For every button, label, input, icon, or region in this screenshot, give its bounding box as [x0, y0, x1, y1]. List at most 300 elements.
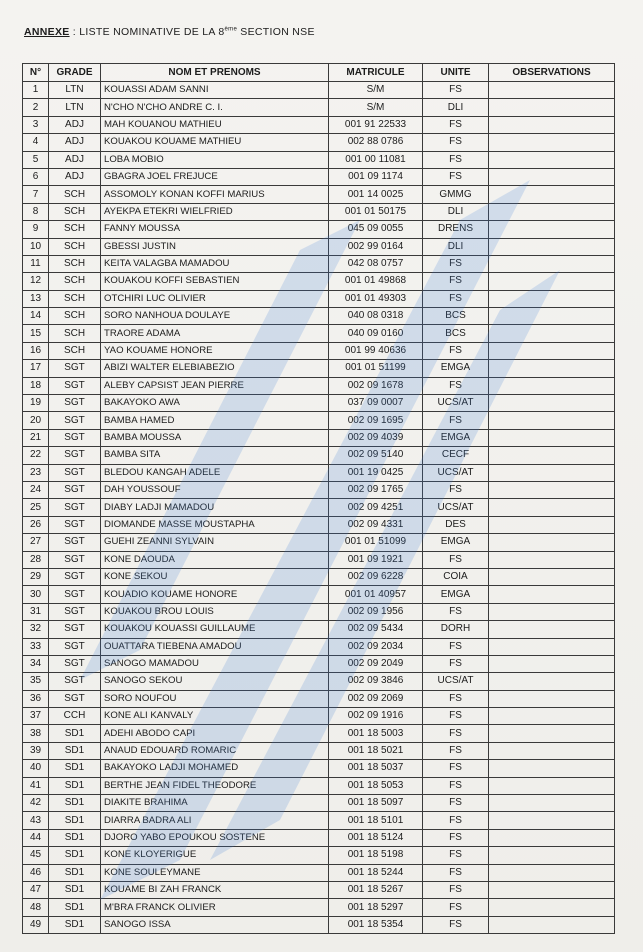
row-grade: ADJ [49, 151, 101, 168]
row-unite: FS [423, 481, 489, 498]
row-unite: DRENS [423, 221, 489, 238]
row-name: DAH YOUSSOUF [101, 481, 329, 498]
row-name: GBAGRA JOEL FREJUCE [101, 168, 329, 185]
row-matricule: 001 01 51199 [329, 360, 423, 377]
row-unite: FS [423, 342, 489, 359]
table-row [23, 621, 615, 638]
row-unite: FS [423, 82, 489, 99]
row-number: 43 [23, 812, 49, 829]
row-grade: SD1 [49, 795, 101, 812]
row-observations [489, 499, 615, 516]
row-number: 42 [23, 795, 49, 812]
row-grade: SGT [49, 516, 101, 533]
row-number: 30 [23, 586, 49, 603]
row-grade: SCH [49, 308, 101, 325]
row-observations [489, 812, 615, 829]
row-unite: FS [423, 168, 489, 185]
row-number: 38 [23, 725, 49, 742]
row-observations [489, 481, 615, 498]
table-row [23, 881, 615, 898]
row-unite: UCS/AT [423, 673, 489, 690]
row-number: 23 [23, 464, 49, 481]
row-unite: FS [423, 255, 489, 272]
table-row [23, 395, 615, 412]
row-observations [489, 273, 615, 290]
table-row [23, 221, 615, 238]
row-name: ANAUD EDOUARD ROMARIC [101, 742, 329, 759]
row-number: 32 [23, 621, 49, 638]
table-row [23, 116, 615, 133]
row-grade: SGT [49, 481, 101, 498]
header-name: NOM ET PRENOMS [101, 64, 329, 82]
row-unite: EMGA [423, 534, 489, 551]
row-observations [489, 116, 615, 133]
row-unite: DES [423, 516, 489, 533]
table-row [23, 708, 615, 725]
row-matricule: S/M [329, 82, 423, 99]
table-row [23, 725, 615, 742]
table-row [23, 151, 615, 168]
row-name: BAKAYOKO AWA [101, 395, 329, 412]
row-observations [489, 82, 615, 99]
table-row [23, 82, 615, 99]
row-name: N'CHO N'CHO ANDRE C. I. [101, 99, 329, 116]
row-number: 35 [23, 673, 49, 690]
row-grade: SGT [49, 655, 101, 672]
row-grade: LTN [49, 99, 101, 116]
table-row [23, 186, 615, 203]
row-matricule: 002 09 6228 [329, 568, 423, 585]
row-unite: DLI [423, 99, 489, 116]
row-grade: SGT [49, 568, 101, 585]
row-matricule: 001 18 5037 [329, 760, 423, 777]
row-grade: SGT [49, 690, 101, 707]
row-number: 6 [23, 168, 49, 185]
table-body [23, 82, 615, 934]
table-row [23, 916, 615, 933]
row-number: 41 [23, 777, 49, 794]
row-unite: EMGA [423, 586, 489, 603]
row-grade: SCH [49, 238, 101, 255]
row-number: 19 [23, 395, 49, 412]
row-unite: FS [423, 847, 489, 864]
table-row [23, 586, 615, 603]
personnel-table [22, 63, 615, 934]
row-matricule: 001 18 5198 [329, 847, 423, 864]
table-row [23, 134, 615, 151]
title-suffix: SECTION NSE [237, 26, 315, 38]
table-row [23, 812, 615, 829]
row-matricule: 002 09 4039 [329, 429, 423, 446]
row-grade: SCH [49, 273, 101, 290]
table-row [23, 429, 615, 446]
row-unite: FS [423, 795, 489, 812]
row-grade: SCH [49, 186, 101, 203]
row-name: BAMBA MOUSSA [101, 429, 329, 446]
row-matricule: 002 09 1678 [329, 377, 423, 394]
row-number: 16 [23, 342, 49, 359]
row-number: 20 [23, 412, 49, 429]
row-name: SANOGO ISSA [101, 916, 329, 933]
row-name: KONE SEKOU [101, 568, 329, 585]
row-matricule: 002 09 3846 [329, 673, 423, 690]
row-number: 5 [23, 151, 49, 168]
table-row [23, 795, 615, 812]
table-row [23, 690, 615, 707]
row-unite: FS [423, 708, 489, 725]
row-grade: SGT [49, 586, 101, 603]
row-unite: FS [423, 725, 489, 742]
row-observations [489, 168, 615, 185]
row-number: 18 [23, 377, 49, 394]
row-matricule: 001 18 5053 [329, 777, 423, 794]
row-name: DIABY LADJI MAMADOU [101, 499, 329, 516]
row-name: GUEHI ZEANNI SYLVAIN [101, 534, 329, 551]
table-row [23, 864, 615, 881]
row-grade: SGT [49, 603, 101, 620]
row-observations [489, 360, 615, 377]
row-matricule: 040 08 0318 [329, 308, 423, 325]
row-observations [489, 255, 615, 272]
row-matricule: 040 09 0160 [329, 325, 423, 342]
row-unite: FS [423, 116, 489, 133]
row-matricule: 001 01 40957 [329, 586, 423, 603]
row-name: KOUAKOU KOUASSI GUILLAUME [101, 621, 329, 638]
row-matricule: 001 00 11081 [329, 151, 423, 168]
row-matricule: 001 19 0425 [329, 464, 423, 481]
row-unite: FS [423, 881, 489, 898]
table-row [23, 534, 615, 551]
row-number: 37 [23, 708, 49, 725]
row-matricule: 001 18 5297 [329, 899, 423, 916]
row-matricule: 002 09 1916 [329, 708, 423, 725]
row-observations [489, 395, 615, 412]
row-grade: SCH [49, 290, 101, 307]
row-name: ADEHI ABODO CAPI [101, 725, 329, 742]
row-observations [489, 638, 615, 655]
row-name: YAO KOUAME HONORE [101, 342, 329, 359]
row-name: ASSOMOLY KONAN KOFFI MARIUS [101, 186, 329, 203]
row-unite: FS [423, 151, 489, 168]
row-unite: FS [423, 551, 489, 568]
row-unite: FS [423, 655, 489, 672]
header-observations: OBSERVATIONS [489, 64, 615, 82]
row-matricule: 042 08 0757 [329, 255, 423, 272]
row-unite: FS [423, 864, 489, 881]
row-grade: SGT [49, 638, 101, 655]
row-matricule: 002 09 4251 [329, 499, 423, 516]
row-name: KOUAKOU BROU LOUIS [101, 603, 329, 620]
row-number: 13 [23, 290, 49, 307]
row-name: DIARRA BADRA ALI [101, 812, 329, 829]
row-unite: FS [423, 899, 489, 916]
row-unite: EMGA [423, 360, 489, 377]
row-observations [489, 777, 615, 794]
row-name: BAMBA SITA [101, 447, 329, 464]
row-observations [489, 621, 615, 638]
row-observations [489, 760, 615, 777]
row-observations [489, 429, 615, 446]
row-observations [489, 99, 615, 116]
row-grade: SCH [49, 325, 101, 342]
table-row [23, 412, 615, 429]
row-observations [489, 464, 615, 481]
row-unite: UCS/AT [423, 395, 489, 412]
row-number: 28 [23, 551, 49, 568]
row-unite: FS [423, 742, 489, 759]
row-observations [489, 342, 615, 359]
row-unite: UCS/AT [423, 499, 489, 516]
row-grade: SD1 [49, 812, 101, 829]
row-number: 25 [23, 499, 49, 516]
row-number: 26 [23, 516, 49, 533]
row-number: 11 [23, 255, 49, 272]
row-number: 33 [23, 638, 49, 655]
row-grade: SGT [49, 429, 101, 446]
row-observations [489, 551, 615, 568]
row-observations [489, 308, 615, 325]
row-number: 31 [23, 603, 49, 620]
row-matricule: 045 09 0055 [329, 221, 423, 238]
row-number: 21 [23, 429, 49, 446]
table-row [23, 342, 615, 359]
row-matricule: 001 18 5101 [329, 812, 423, 829]
row-number: 40 [23, 760, 49, 777]
row-number: 12 [23, 273, 49, 290]
row-matricule: 001 01 49868 [329, 273, 423, 290]
row-name: BAKAYOKO LADJI MOHAMED [101, 760, 329, 777]
table-row [23, 638, 615, 655]
row-unite: FS [423, 777, 489, 794]
row-grade: SGT [49, 464, 101, 481]
row-grade: SGT [49, 673, 101, 690]
row-unite: DLI [423, 203, 489, 220]
row-name: KONE DAOUDA [101, 551, 329, 568]
row-observations [489, 221, 615, 238]
row-unite: FS [423, 829, 489, 846]
row-matricule: 001 18 5021 [329, 742, 423, 759]
row-grade: SD1 [49, 899, 101, 916]
row-grade: SCH [49, 342, 101, 359]
table-row [23, 325, 615, 342]
row-grade: SD1 [49, 829, 101, 846]
row-unite: DORH [423, 621, 489, 638]
row-unite: FS [423, 412, 489, 429]
row-unite: FS [423, 134, 489, 151]
row-observations [489, 377, 615, 394]
header-unite: UNITE [423, 64, 489, 82]
row-name: DJORO YABO EPOUKOU SOSTENE [101, 829, 329, 846]
row-number: 46 [23, 864, 49, 881]
row-observations [489, 447, 615, 464]
table-row [23, 847, 615, 864]
row-grade: SGT [49, 551, 101, 568]
row-matricule: 001 09 1921 [329, 551, 423, 568]
row-name: DIAKITE BRAHIMA [101, 795, 329, 812]
header-matricule: MATRICULE [329, 64, 423, 82]
row-observations [489, 725, 615, 742]
row-unite: FS [423, 638, 489, 655]
row-grade: SGT [49, 534, 101, 551]
row-grade: SCH [49, 221, 101, 238]
row-number: 36 [23, 690, 49, 707]
row-name: GBESSI JUSTIN [101, 238, 329, 255]
table-row [23, 499, 615, 516]
row-name: BLEDOU KANGAH ADELE [101, 464, 329, 481]
table-row [23, 360, 615, 377]
table-row [23, 603, 615, 620]
row-unite: EMGA [423, 429, 489, 446]
row-matricule: 002 88 0786 [329, 134, 423, 151]
row-matricule: 002 09 2049 [329, 655, 423, 672]
row-grade: ADJ [49, 168, 101, 185]
table-row [23, 308, 615, 325]
row-number: 47 [23, 881, 49, 898]
row-matricule: 001 18 5124 [329, 829, 423, 846]
row-name: KOUAKOU KOFFI SEBASTIEN [101, 273, 329, 290]
row-name: LOBA MOBIO [101, 151, 329, 168]
title-text: : LISTE NOMINATIVE DE LA 8 [69, 26, 225, 38]
row-observations [489, 151, 615, 168]
row-name: SANOGO MAMADOU [101, 655, 329, 672]
table-row [23, 99, 615, 116]
row-matricule: S/M [329, 99, 423, 116]
row-matricule: 001 18 5003 [329, 725, 423, 742]
table-row [23, 377, 615, 394]
row-name: KEITA VALAGBA MAMADOU [101, 255, 329, 272]
row-number: 10 [23, 238, 49, 255]
row-unite: FS [423, 812, 489, 829]
row-unite: FS [423, 377, 489, 394]
row-grade: SGT [49, 395, 101, 412]
row-number: 4 [23, 134, 49, 151]
row-name: FANNY MOUSSA [101, 221, 329, 238]
row-number: 17 [23, 360, 49, 377]
row-matricule: 002 09 4331 [329, 516, 423, 533]
row-observations [489, 847, 615, 864]
row-grade: SD1 [49, 742, 101, 759]
row-name: SANOGO SEKOU [101, 673, 329, 690]
row-matricule: 001 09 1174 [329, 168, 423, 185]
row-number: 7 [23, 186, 49, 203]
header-grade: GRADE [49, 64, 101, 82]
table-row [23, 447, 615, 464]
table-row [23, 655, 615, 672]
row-matricule: 001 01 49303 [329, 290, 423, 307]
row-grade: SCH [49, 203, 101, 220]
row-grade: SGT [49, 377, 101, 394]
table-row [23, 168, 615, 185]
row-observations [489, 690, 615, 707]
row-matricule: 002 09 1695 [329, 412, 423, 429]
row-matricule: 002 09 5434 [329, 621, 423, 638]
row-grade: SD1 [49, 916, 101, 933]
row-observations [489, 568, 615, 585]
row-observations [489, 795, 615, 812]
row-number: 39 [23, 742, 49, 759]
row-observations [489, 290, 615, 307]
row-observations [489, 864, 615, 881]
table-row [23, 464, 615, 481]
row-grade: SD1 [49, 864, 101, 881]
row-observations [489, 203, 615, 220]
row-name: OUATTARA TIEBENA AMADOU [101, 638, 329, 655]
row-name: BAMBA HAMED [101, 412, 329, 429]
table-row [23, 829, 615, 846]
row-unite: BCS [423, 308, 489, 325]
table-row [23, 255, 615, 272]
row-number: 9 [23, 221, 49, 238]
row-unite: GMMG [423, 186, 489, 203]
row-observations [489, 534, 615, 551]
row-observations [489, 742, 615, 759]
row-observations [489, 603, 615, 620]
row-unite: FS [423, 290, 489, 307]
row-observations [489, 238, 615, 255]
row-matricule: 001 91 22533 [329, 116, 423, 133]
row-name: SORO NOUFOU [101, 690, 329, 707]
table-row [23, 481, 615, 498]
row-number: 14 [23, 308, 49, 325]
row-observations [489, 708, 615, 725]
annexe-label: ANNEXE [24, 26, 70, 38]
row-grade: SD1 [49, 725, 101, 742]
row-number: 29 [23, 568, 49, 585]
table-row [23, 777, 615, 794]
row-observations [489, 186, 615, 203]
row-unite: BCS [423, 325, 489, 342]
row-grade: SGT [49, 412, 101, 429]
row-observations [489, 655, 615, 672]
row-matricule: 037 09 0007 [329, 395, 423, 412]
row-matricule: 002 09 2069 [329, 690, 423, 707]
header-num: N° [23, 64, 49, 82]
row-unite: FS [423, 603, 489, 620]
row-number: 2 [23, 99, 49, 116]
row-name: M'BRA FRANCK OLIVIER [101, 899, 329, 916]
table-row [23, 568, 615, 585]
row-grade: SD1 [49, 760, 101, 777]
row-name: MAH KOUANOU MATHIEU [101, 116, 329, 133]
row-matricule: 002 09 1956 [329, 603, 423, 620]
row-matricule: 002 09 2034 [329, 638, 423, 655]
row-number: 44 [23, 829, 49, 846]
table-row [23, 290, 615, 307]
row-unite: FS [423, 760, 489, 777]
row-grade: SD1 [49, 881, 101, 898]
row-matricule: 001 18 5354 [329, 916, 423, 933]
row-name: KOUADIO KOUAME HONORE [101, 586, 329, 603]
row-unite: COIA [423, 568, 489, 585]
row-matricule: 001 01 50175 [329, 203, 423, 220]
row-grade: SGT [49, 360, 101, 377]
table-row [23, 238, 615, 255]
row-observations [489, 673, 615, 690]
row-observations [489, 412, 615, 429]
row-grade: SD1 [49, 777, 101, 794]
row-observations [489, 881, 615, 898]
row-name: ABIZI WALTER ELEBIABEZIO [101, 360, 329, 377]
table-row [23, 742, 615, 759]
row-number: 15 [23, 325, 49, 342]
row-number: 27 [23, 534, 49, 551]
row-number: 34 [23, 655, 49, 672]
row-matricule: 002 09 1765 [329, 481, 423, 498]
row-grade: CCH [49, 708, 101, 725]
row-grade: LTN [49, 82, 101, 99]
row-matricule: 001 99 40636 [329, 342, 423, 359]
row-grade: SGT [49, 621, 101, 638]
